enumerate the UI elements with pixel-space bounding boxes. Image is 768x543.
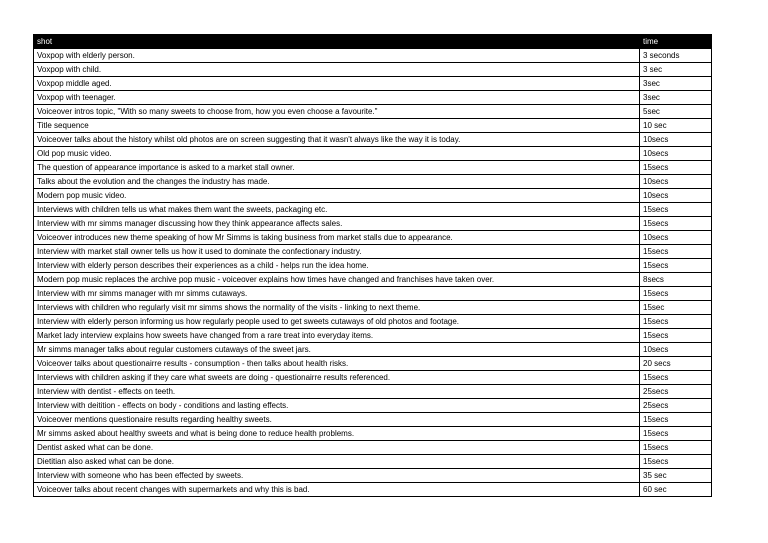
time-cell: 15secs [640, 427, 712, 441]
time-cell: 60 sec [640, 483, 712, 497]
table-row [34, 119, 712, 133]
table-row [34, 315, 712, 329]
shot-cell: Interview with elderly person informing us how regularly people used to get sweets cutaways of old photos and footage. [34, 315, 640, 329]
shot-cell: Voxpop with child. [34, 63, 640, 77]
time-cell: 3sec [640, 77, 712, 91]
table-row [34, 63, 712, 77]
table-row [34, 357, 712, 371]
table-body [34, 49, 712, 497]
table-row [34, 427, 712, 441]
table-row [34, 105, 712, 119]
table-row [34, 77, 712, 91]
table-row [34, 259, 712, 273]
time-cell: 15secs [640, 371, 712, 385]
time-cell: 35 sec [640, 469, 712, 483]
shot-cell: Mr simms manager talks about regular customers cutaways of the sweet jars. [34, 343, 640, 357]
table-row [34, 175, 712, 189]
time-cell: 10secs [640, 231, 712, 245]
table-row [34, 161, 712, 175]
time-cell: 15secs [640, 245, 712, 259]
table-row [34, 371, 712, 385]
time-cell: 3sec [640, 91, 712, 105]
table-row [34, 189, 712, 203]
table-row [34, 273, 712, 287]
shot-cell: Voiceover talks about the history whilst old photos are on screen suggesting that it wasn't always like the way it is today. [34, 133, 640, 147]
time-cell: 15secs [640, 413, 712, 427]
table-row [34, 203, 712, 217]
shot-cell: Interview with mr simms manager with mr simms cutaways. [34, 287, 640, 301]
shot-cell: Dietitian also asked what can be done. [34, 455, 640, 469]
time-cell: 10 sec [640, 119, 712, 133]
shot-cell: Modern pop music replaces the archive pop music - voiceover explains how times have changed and franchises have taken over. [34, 273, 640, 287]
table-row [34, 231, 712, 245]
shot-cell: Old pop music video. [34, 147, 640, 161]
header-shot: shot [34, 35, 640, 49]
header-row [34, 35, 712, 49]
table-row [34, 287, 712, 301]
shot-cell: Interview with market stall owner tells us how it used to dominate the confectionary industry. [34, 245, 640, 259]
shot-cell: The question of appearance importance is asked to a market stall owner. [34, 161, 640, 175]
shot-cell: Voiceover introduces new theme speaking of how Mr Simms is taking business from market stalls due to appearance. [34, 231, 640, 245]
time-cell: 15secs [640, 287, 712, 301]
shot-cell: Interview with elderly person describes their experiences as a child - helps run the idea home. [34, 259, 640, 273]
shot-cell: Voiceover mentions questionaire results regarding healthy sweets. [34, 413, 640, 427]
table-row [34, 329, 712, 343]
shot-cell: Mr simms asked about healthy sweets and what is being done to reduce health problems. [34, 427, 640, 441]
shot-cell: Voxpop with elderly person. [34, 49, 640, 63]
shot-cell: Interview with mr simms manager discussing how they think appearance affects sales. [34, 217, 640, 231]
shot-cell: Interview with someone who has been effected by sweets. [34, 469, 640, 483]
table-row [34, 483, 712, 497]
time-cell: 15sec [640, 301, 712, 315]
time-cell: 15secs [640, 315, 712, 329]
shot-cell: Interviews with children asking if they care what sweets are doing - questionairre results referenced. [34, 371, 640, 385]
table-row [34, 49, 712, 63]
time-cell: 15secs [640, 329, 712, 343]
table-row [34, 147, 712, 161]
time-cell: 8secs [640, 273, 712, 287]
time-cell: 3 seconds [640, 49, 712, 63]
header-time: time [640, 35, 712, 49]
shot-cell: Voiceover talks about recent changes with supermarkets and why this is bad. [34, 483, 640, 497]
shot-cell: Dentist asked what can be done. [34, 441, 640, 455]
table-row [34, 217, 712, 231]
time-cell: 10secs [640, 189, 712, 203]
time-cell: 20 secs [640, 357, 712, 371]
time-cell: 5sec [640, 105, 712, 119]
table-row [34, 399, 712, 413]
shot-cell: Title sequence [34, 119, 640, 133]
time-cell: 15secs [640, 455, 712, 469]
shot-cell: Interview with deitition - effects on body - conditions and lasting effects. [34, 399, 640, 413]
shot-cell: Voiceover talks about questionairre results - consumption - then talks about health risks. [34, 357, 640, 371]
shot-cell: Interviews with children who regularly visit mr simms shows the normality of the visits - linking to next theme. [34, 301, 640, 315]
shot-cell: Talks about the evolution and the changes the industry has made. [34, 175, 640, 189]
time-cell: 25secs [640, 385, 712, 399]
time-cell: 15secs [640, 217, 712, 231]
shot-cell: Voxpop middle aged. [34, 77, 640, 91]
time-cell: 10secs [640, 343, 712, 357]
time-cell: 10secs [640, 133, 712, 147]
time-cell: 15secs [640, 259, 712, 273]
shot-cell: Voxpop with teenager. [34, 91, 640, 105]
shot-cell: Market lady interview explains how sweets have changed from a rare treat into everyday items. [34, 329, 640, 343]
shot-cell: Voiceover intros topic, "With so many sweets to choose from, how you even choose a favourite." [34, 105, 640, 119]
table-row [34, 413, 712, 427]
shot-cell: Interview with dentist - effects on teeth. [34, 385, 640, 399]
time-cell: 25secs [640, 399, 712, 413]
time-cell: 3 sec [640, 63, 712, 77]
table-row [34, 301, 712, 315]
table-row [34, 245, 712, 259]
table-row [34, 469, 712, 483]
time-cell: 15secs [640, 203, 712, 217]
time-cell: 15secs [640, 441, 712, 455]
table-row [34, 343, 712, 357]
time-cell: 10secs [640, 175, 712, 189]
time-cell: 15secs [640, 161, 712, 175]
shot-cell: Interviews with children tells us what makes them want the sweets, packaging etc. [34, 203, 640, 217]
time-cell: 10secs [640, 147, 712, 161]
shot-list-table [33, 34, 712, 497]
table-row [34, 455, 712, 469]
shot-cell: Modern pop music video. [34, 189, 640, 203]
table-row [34, 91, 712, 105]
table-row [34, 133, 712, 147]
table-row [34, 441, 712, 455]
table-row [34, 385, 712, 399]
